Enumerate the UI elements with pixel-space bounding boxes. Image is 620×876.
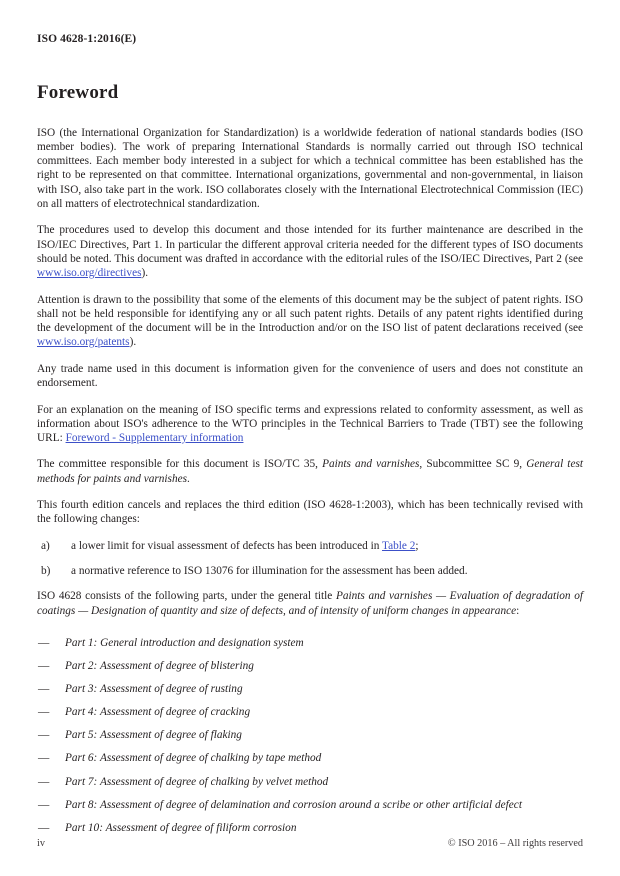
part-label: Part 4: Assessment of degree of cracking	[65, 706, 251, 719]
paragraph-conformity-text-before: For an explanation on the meaning of ISO specific terms and expressions related to conformity assessment, as well as information about ISO's adherence to the WTO principles in the Technical Barriers to Trade (TBT) see the following URL:	[37, 403, 583, 444]
parts-list	[37, 636, 583, 835]
parts-intro-text-2: :	[516, 604, 520, 617]
list-item	[37, 539, 583, 553]
list-item	[37, 659, 583, 673]
change-a-text-after: ;	[415, 540, 419, 553]
list-marker-b: b)	[41, 565, 51, 578]
committee-title-italic-2: General test methods for paints and varnishes	[37, 458, 583, 485]
em-dash-bullet-icon: —	[38, 660, 50, 673]
part-label: Part 1: General introduction and designation system	[65, 637, 304, 650]
link-iso-patents[interactable]: www.iso.org/patents	[37, 336, 130, 349]
paragraph-patent-text-before: Attention is drawn to the possibility that some of the elements of this document may be the subject of patent rights. ISO shall not be held responsible for identifying any or all such patent rights. Details of any patent rights identified during the development of the document will be in the Introduction and/or on the ISO list of patent declarations received (see	[37, 293, 583, 334]
part-label: Part 6: Assessment of degree of chalking by tape method	[65, 752, 322, 765]
committee-text-3: .	[187, 472, 190, 485]
paragraph-committee-responsible	[37, 457, 583, 485]
em-dash-bullet-icon: —	[38, 798, 50, 811]
committee-title-italic-1: Paints and varnishes	[322, 458, 420, 471]
list-item	[37, 728, 583, 742]
paragraph-iso-intro: ISO (the International Organization for Standardization) is a worldwide federation of national standards bodies (ISO member bodies). The work of preparing International Standards is normally carried out through ISO technical committees. Each member body interested in a subject for which a technical committee has been established has the right to be represented on that committee. International organizations, governmental and non-governmental, in liaison with ISO, also take part in the work. ISO collaborates closely with the International Electrotechnical Commission (IEC) on all matters of electrotechnical standardization.	[37, 127, 583, 210]
em-dash-bullet-icon: —	[38, 729, 50, 742]
page-number: iv	[37, 838, 45, 849]
em-dash-bullet-icon: —	[38, 683, 50, 696]
paragraph-patent-text-after: ).	[129, 336, 137, 349]
committee-text-2: , Subcommittee SC 9,	[419, 458, 527, 471]
paragraph-patent-rights	[37, 293, 583, 350]
part-label: Part 8: Assessment of degree of delamination and corrosion around a scribe or other artificial defect	[65, 798, 522, 811]
list-item	[37, 682, 583, 696]
list-item	[37, 564, 583, 578]
part-label: Part 5: Assessment of degree of flaking	[65, 729, 242, 742]
paragraph-conformity-assessment	[37, 403, 583, 445]
part-label: Part 10: Assessment of degree of filiform corrosion	[65, 821, 297, 834]
list-item	[37, 775, 583, 789]
list-item	[37, 705, 583, 719]
em-dash-bullet-icon: —	[38, 706, 50, 719]
paragraph-procedures-text-before: The procedures used to develop this document and those intended for its further maintenance are described in the ISO/IEC Directives, Part 1. In particular the different approval criteria needed for the different types of ISO documents should be noted. This document was drafted in accordance with the editorial rules of the ISO/IEC Directives, Part 2 (see	[37, 224, 583, 265]
document-header-id: ISO 4628-1:2016(E)	[37, 33, 137, 45]
link-foreword-supplementary-information[interactable]: Foreword - Supplementary information	[65, 431, 244, 444]
committee-text-1: The committee responsible for this document is ISO/TC 35,	[37, 458, 323, 471]
page-footer	[37, 838, 583, 849]
part-label: Part 7: Assessment of degree of chalking by velvet method	[65, 775, 329, 788]
part-label: Part 3: Assessment of degree of rusting	[65, 683, 243, 696]
parts-intro-general-title: Paints and varnishes — Evaluation of degradation of coatings — Designation of quantity and size of defects, and of intensity of uniform changes in appearance	[37, 590, 583, 617]
copyright-notice: © ISO 2016 – All rights reserved	[447, 838, 583, 849]
change-a-text-before: a lower limit for visual assessment of defects has been introduced in	[71, 540, 383, 553]
parts-intro-text-1: ISO 4628 consists of the following parts, under the general title	[37, 590, 336, 603]
paragraph-procedures-text-after: ).	[141, 266, 149, 279]
list-item	[37, 798, 583, 812]
document-content	[37, 82, 583, 844]
em-dash-bullet-icon: —	[38, 752, 50, 765]
em-dash-bullet-icon: —	[38, 637, 50, 650]
paragraph-trade-name: Any trade name used in this document is information given for the convenience of users and does not constitute an endorsement.	[37, 362, 583, 389]
paragraph-parts-intro	[37, 589, 583, 617]
link-table-2[interactable]: Table 2	[382, 540, 416, 553]
part-label: Part 2: Assessment of degree of blistering	[65, 660, 254, 673]
paragraph-fourth-edition: This fourth edition cancels and replaces the third edition (ISO 4628-1:2003), which has been technically revised with the following changes:	[37, 499, 583, 526]
page-title: Foreword	[37, 82, 119, 103]
paragraph-procedures	[37, 223, 583, 280]
list-marker-a: a)	[41, 540, 50, 553]
change-b-text: a normative reference to ISO 13076 for illumination for the assessment has been added.	[71, 565, 468, 578]
link-iso-directives[interactable]: www.iso.org/directives	[37, 266, 142, 279]
list-item	[37, 751, 583, 765]
changes-list	[37, 539, 583, 578]
em-dash-bullet-icon: —	[38, 775, 50, 788]
em-dash-bullet-icon: —	[38, 821, 50, 834]
list-item	[37, 636, 583, 650]
list-item	[37, 821, 583, 835]
